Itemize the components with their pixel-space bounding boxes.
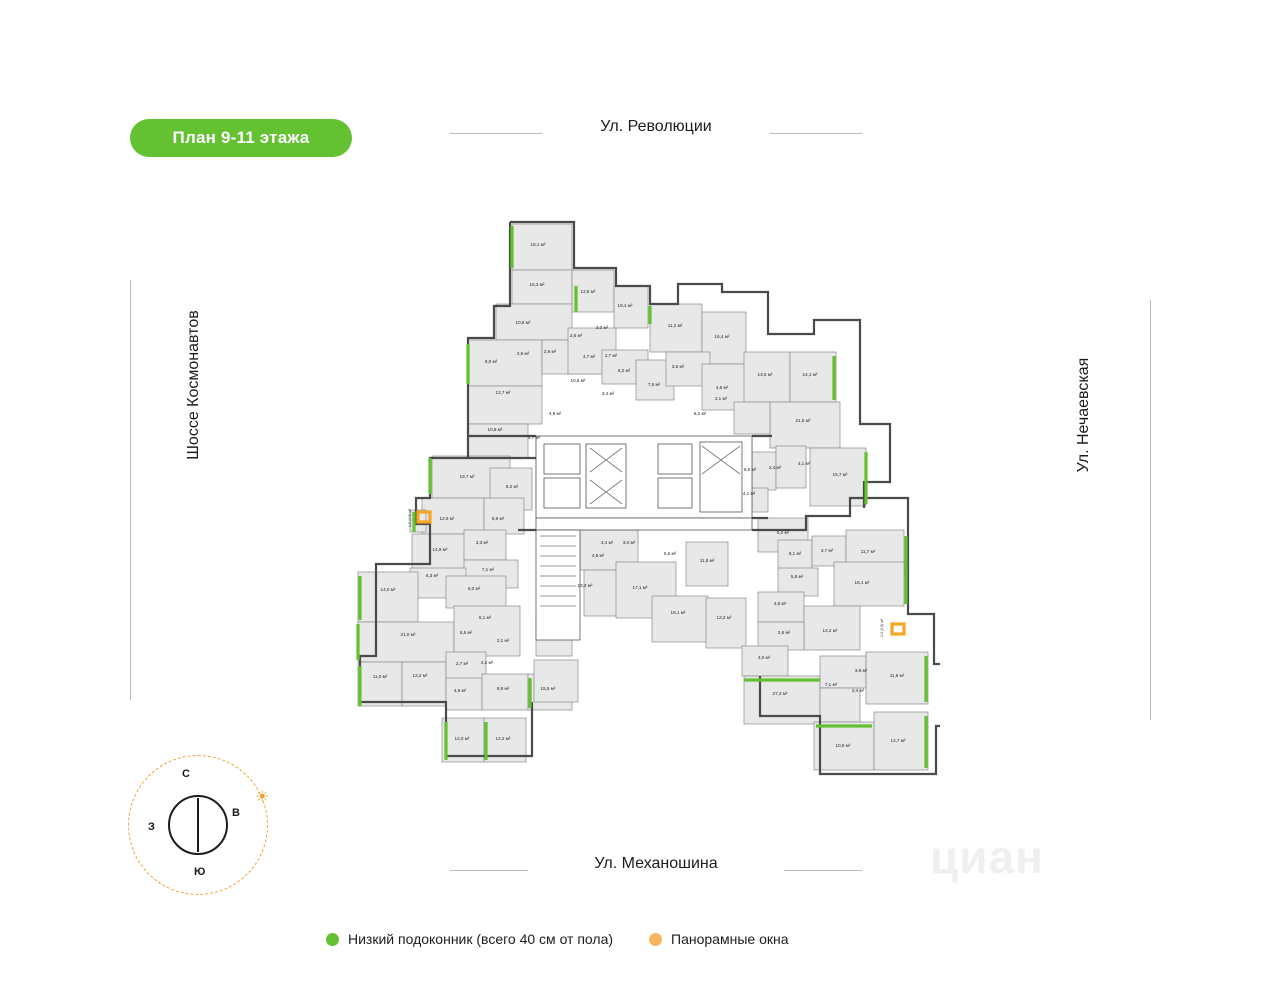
- room-area-label: 19,7 м²: [459, 474, 475, 479]
- street-top-text: Ул. Революции: [600, 118, 712, 135]
- room-area-label: 12,0 м²: [454, 736, 470, 741]
- room-area-label: 2,4 м²: [768, 465, 782, 470]
- legend-dot-orange: [649, 933, 662, 946]
- room-area-label: 14,0 м²: [380, 587, 396, 592]
- room-area-label: 3,8 м²: [854, 668, 868, 673]
- room-area-label: 6,2 м²: [693, 411, 707, 416]
- room-area-label: 11,2 м²: [667, 323, 683, 328]
- divider-left: [450, 870, 528, 871]
- room-area-label: 15,5 м²: [540, 686, 556, 691]
- room-area-label: 6,1 м²: [478, 615, 492, 620]
- legend-label-low-sill: Низкий подоконник (всего 40 см от пола): [348, 931, 614, 947]
- floorplan-drawing: [340, 200, 940, 810]
- room-area-label: 10,8 м²: [515, 320, 531, 325]
- room-area-label: 21,0 м²: [400, 632, 416, 637]
- room-area-label: 10,9 м²: [835, 743, 851, 748]
- room-area-label: 10,6 м²: [570, 378, 586, 383]
- room-area-label: 7,1 м²: [481, 567, 495, 572]
- divider-right-vertical: [1150, 300, 1151, 720]
- room-area-label: 4,9 м²: [591, 553, 605, 558]
- street-label-right: Ул. Нечаевская: [1075, 357, 1092, 473]
- room-area-label: 2,1 м²: [496, 638, 510, 643]
- street-bottom-text: Ул. Механошина: [594, 855, 718, 872]
- room-area-label: 4,8 м²: [773, 601, 787, 606]
- room-area-label: 4,9 м²: [453, 688, 467, 693]
- room-area-label: 27,3 м²: [772, 691, 788, 696]
- room-area-label: 12,7 м²: [495, 390, 511, 395]
- room-area-label: 10,8 м²: [487, 427, 503, 432]
- room-area-label: 4,7 м²: [582, 354, 596, 359]
- room-area-label: 13,6 м²: [757, 372, 773, 377]
- room-area-label: 4,9 м²: [548, 411, 562, 416]
- room-area-label: 2,6 м²: [569, 333, 583, 338]
- room-area-label: 6,0 м²: [467, 586, 481, 591]
- room-area-label: 4,6 м²: [715, 385, 729, 390]
- room-area-label: 12,7 м²: [890, 738, 906, 743]
- divider-left-vertical: [130, 280, 131, 700]
- compass-south-label: Ю: [194, 866, 206, 878]
- sun-icon: ☀: [255, 789, 270, 806]
- room-area-label: 6,2 м²: [617, 368, 631, 373]
- room-area-label: 5,5 м²: [459, 630, 473, 635]
- divider-right: [770, 133, 862, 134]
- divider-right: [784, 870, 862, 871]
- room-area-label: 3,1 м²: [714, 396, 728, 401]
- room-area-label: 5,6 м²: [663, 551, 677, 556]
- room-area-label: 12,2 м²: [412, 673, 428, 678]
- room-area-label: 19,1 м²: [617, 303, 633, 308]
- room-area-label: 5,2 м²: [776, 530, 790, 535]
- room-area-label: 16,4 м²: [714, 334, 730, 339]
- room-area-label: 2,9 м²: [516, 351, 530, 356]
- compass-north-label: С: [182, 768, 190, 780]
- legend-item-low-sill: [326, 931, 613, 947]
- room-area-label: 12,2 м²: [495, 736, 511, 741]
- room-area-label: 2,7 м²: [604, 353, 618, 358]
- divider-left: [450, 133, 542, 134]
- room-area-label: 8,9 м²: [496, 686, 510, 691]
- room-area-label: 2,7 м²: [455, 661, 469, 666]
- room-area-label: 11,6 м²: [889, 673, 905, 678]
- street-label-top: [450, 118, 862, 136]
- room-area-label: 4,7 м²: [527, 435, 541, 440]
- room-area-label: 6,3 м²: [425, 573, 439, 578]
- room-area-label: 21,5 м²: [795, 418, 811, 423]
- room-area-label: 3,6 м²: [671, 364, 685, 369]
- room-area-label: 14,2 м²: [822, 628, 838, 633]
- room-area-label: 15,7 м²: [832, 472, 848, 477]
- room-area-label: 3,0 м²: [622, 540, 636, 545]
- room-area-label: 11,7 м²: [860, 549, 876, 554]
- room-area-label: 4,2 м²: [480, 660, 494, 665]
- room-area-label: 2,6 м²: [777, 630, 791, 635]
- room-area-label: 9,0 м²: [484, 359, 498, 364]
- room-area-label: 14,1 м²: [802, 372, 818, 377]
- room-area-label: 5,5 м²: [743, 467, 757, 472]
- room-area-label: 6,2 м²: [505, 484, 519, 489]
- room-area-label: 7,1 м²: [824, 682, 838, 687]
- room-area-label: 3,3 м²: [475, 540, 489, 545]
- floor-badge: План 9-11 этажа: [130, 119, 352, 157]
- room-area-label: 6,9 м²: [491, 516, 505, 521]
- room-area-label: 12,2 м²: [716, 615, 732, 620]
- room-area-label: 4,1 м²: [797, 461, 811, 466]
- room-area-label: 13,3 м²: [577, 583, 593, 588]
- street-label-bottom: [450, 855, 862, 873]
- room-area-label: 14,9 м²: [432, 547, 448, 552]
- room-area-label: 11,8 м²: [699, 558, 715, 563]
- compass-west-label: З: [148, 821, 155, 833]
- room-area-label: 2,4 м²: [851, 688, 865, 693]
- room-area-label: 4,1 м²: [742, 491, 756, 496]
- legend-dot-green: [326, 933, 339, 946]
- room-area-label: 11,0 м²: [372, 674, 388, 679]
- room-area-label: 12,5 м²: [580, 289, 596, 294]
- room-area-label: 5,8 м²: [790, 574, 804, 579]
- compass-needle: [197, 798, 199, 852]
- room-area-label: 3,4 м²: [601, 391, 615, 396]
- room-area-label: 1,5 (2,9) м²: [408, 508, 412, 528]
- compass-east-label: В: [232, 807, 240, 819]
- room-area-label: 7,5 м²: [647, 382, 661, 387]
- room-area-label: 16,3 м²: [529, 282, 545, 287]
- room-area-label: 3,7 м²: [820, 548, 834, 553]
- legend: [326, 928, 986, 950]
- room-area-label: 2,9 м²: [543, 349, 557, 354]
- watermark: циан: [930, 831, 1044, 883]
- legend-label-panoramic: Панорамные окна: [671, 931, 789, 947]
- compass-rose: [128, 755, 268, 895]
- room-area-label: 6,1 м²: [788, 551, 802, 556]
- room-area-label: 16,1 м²: [530, 242, 546, 247]
- room-area-label: 4,0 м²: [757, 655, 771, 660]
- room-area-label: 18,1 м²: [670, 610, 686, 615]
- room-area-label: 1,3 (2,6) м²: [880, 618, 884, 638]
- room-area-label: 16,1 м²: [854, 580, 870, 585]
- room-area-label: 17,1 м²: [632, 585, 648, 590]
- room-area-label: 3,0 м²: [595, 325, 609, 330]
- street-label-left: Шоссе Космонавтов: [185, 310, 202, 460]
- room-area-label: 12,9 м²: [439, 516, 455, 521]
- room-area-label: 3,4 м²: [600, 540, 614, 545]
- legend-item-panoramic: [649, 931, 788, 947]
